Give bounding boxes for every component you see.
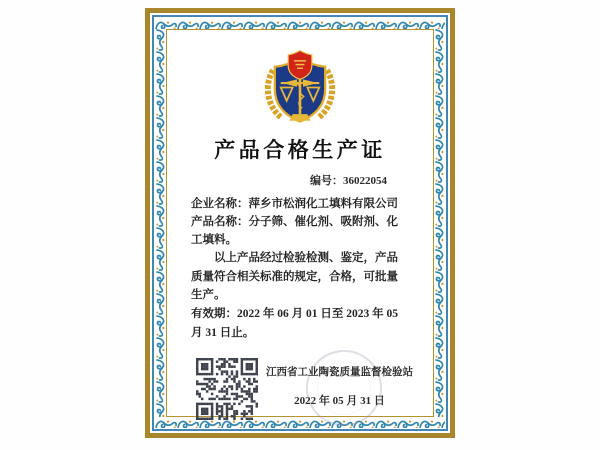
product-name-label: 产品名称： <box>191 216 249 228</box>
certificate <box>145 8 455 438</box>
quality-supervision-emblem-icon <box>263 49 337 126</box>
validity-value: 2022 年 06 月 01 日至 2023 年 05 月 31 日止。 <box>191 307 398 339</box>
serial-number: 36022054 <box>343 175 387 187</box>
validity-label: 有效期： <box>191 307 237 320</box>
serial-label: 编号： <box>310 175 343 187</box>
issue-date: 2022 年 05 月 31 日 <box>294 394 385 407</box>
certificate-title: 产品合格生产证 <box>214 138 386 162</box>
bottom-section <box>179 358 421 420</box>
border-ornament-top <box>155 18 445 29</box>
qr-code <box>196 358 258 420</box>
blue-line-frame <box>152 15 448 431</box>
product-name-row <box>191 213 409 249</box>
ornamental-border-band <box>154 17 446 429</box>
enterprise-name-label: 企业名称： <box>191 198 249 210</box>
issuer-block <box>258 358 421 408</box>
inner-gold-frame <box>166 29 434 417</box>
outer-gold-frame <box>145 8 455 438</box>
validity-row <box>191 305 409 343</box>
enterprise-name-row <box>191 195 409 213</box>
info-block <box>179 195 421 343</box>
enterprise-name-value: 萍乡市松润化工填料有限公司 <box>248 198 398 210</box>
issuer-name: 江西省工业陶瓷质量监督检验站 <box>266 366 413 378</box>
serial-number-line <box>179 172 421 188</box>
product-name-value: 分子筛、催化剂、吸附剂、化工填料。 <box>191 216 398 246</box>
border-ornament-left <box>155 29 166 417</box>
certificate-content <box>167 30 433 416</box>
border-ornament-right <box>434 29 445 417</box>
qualification-statement: 以上产品经过检验检测、鉴定，产品质量符合相关标准的规定，合格，可批量生产。 <box>191 252 398 301</box>
